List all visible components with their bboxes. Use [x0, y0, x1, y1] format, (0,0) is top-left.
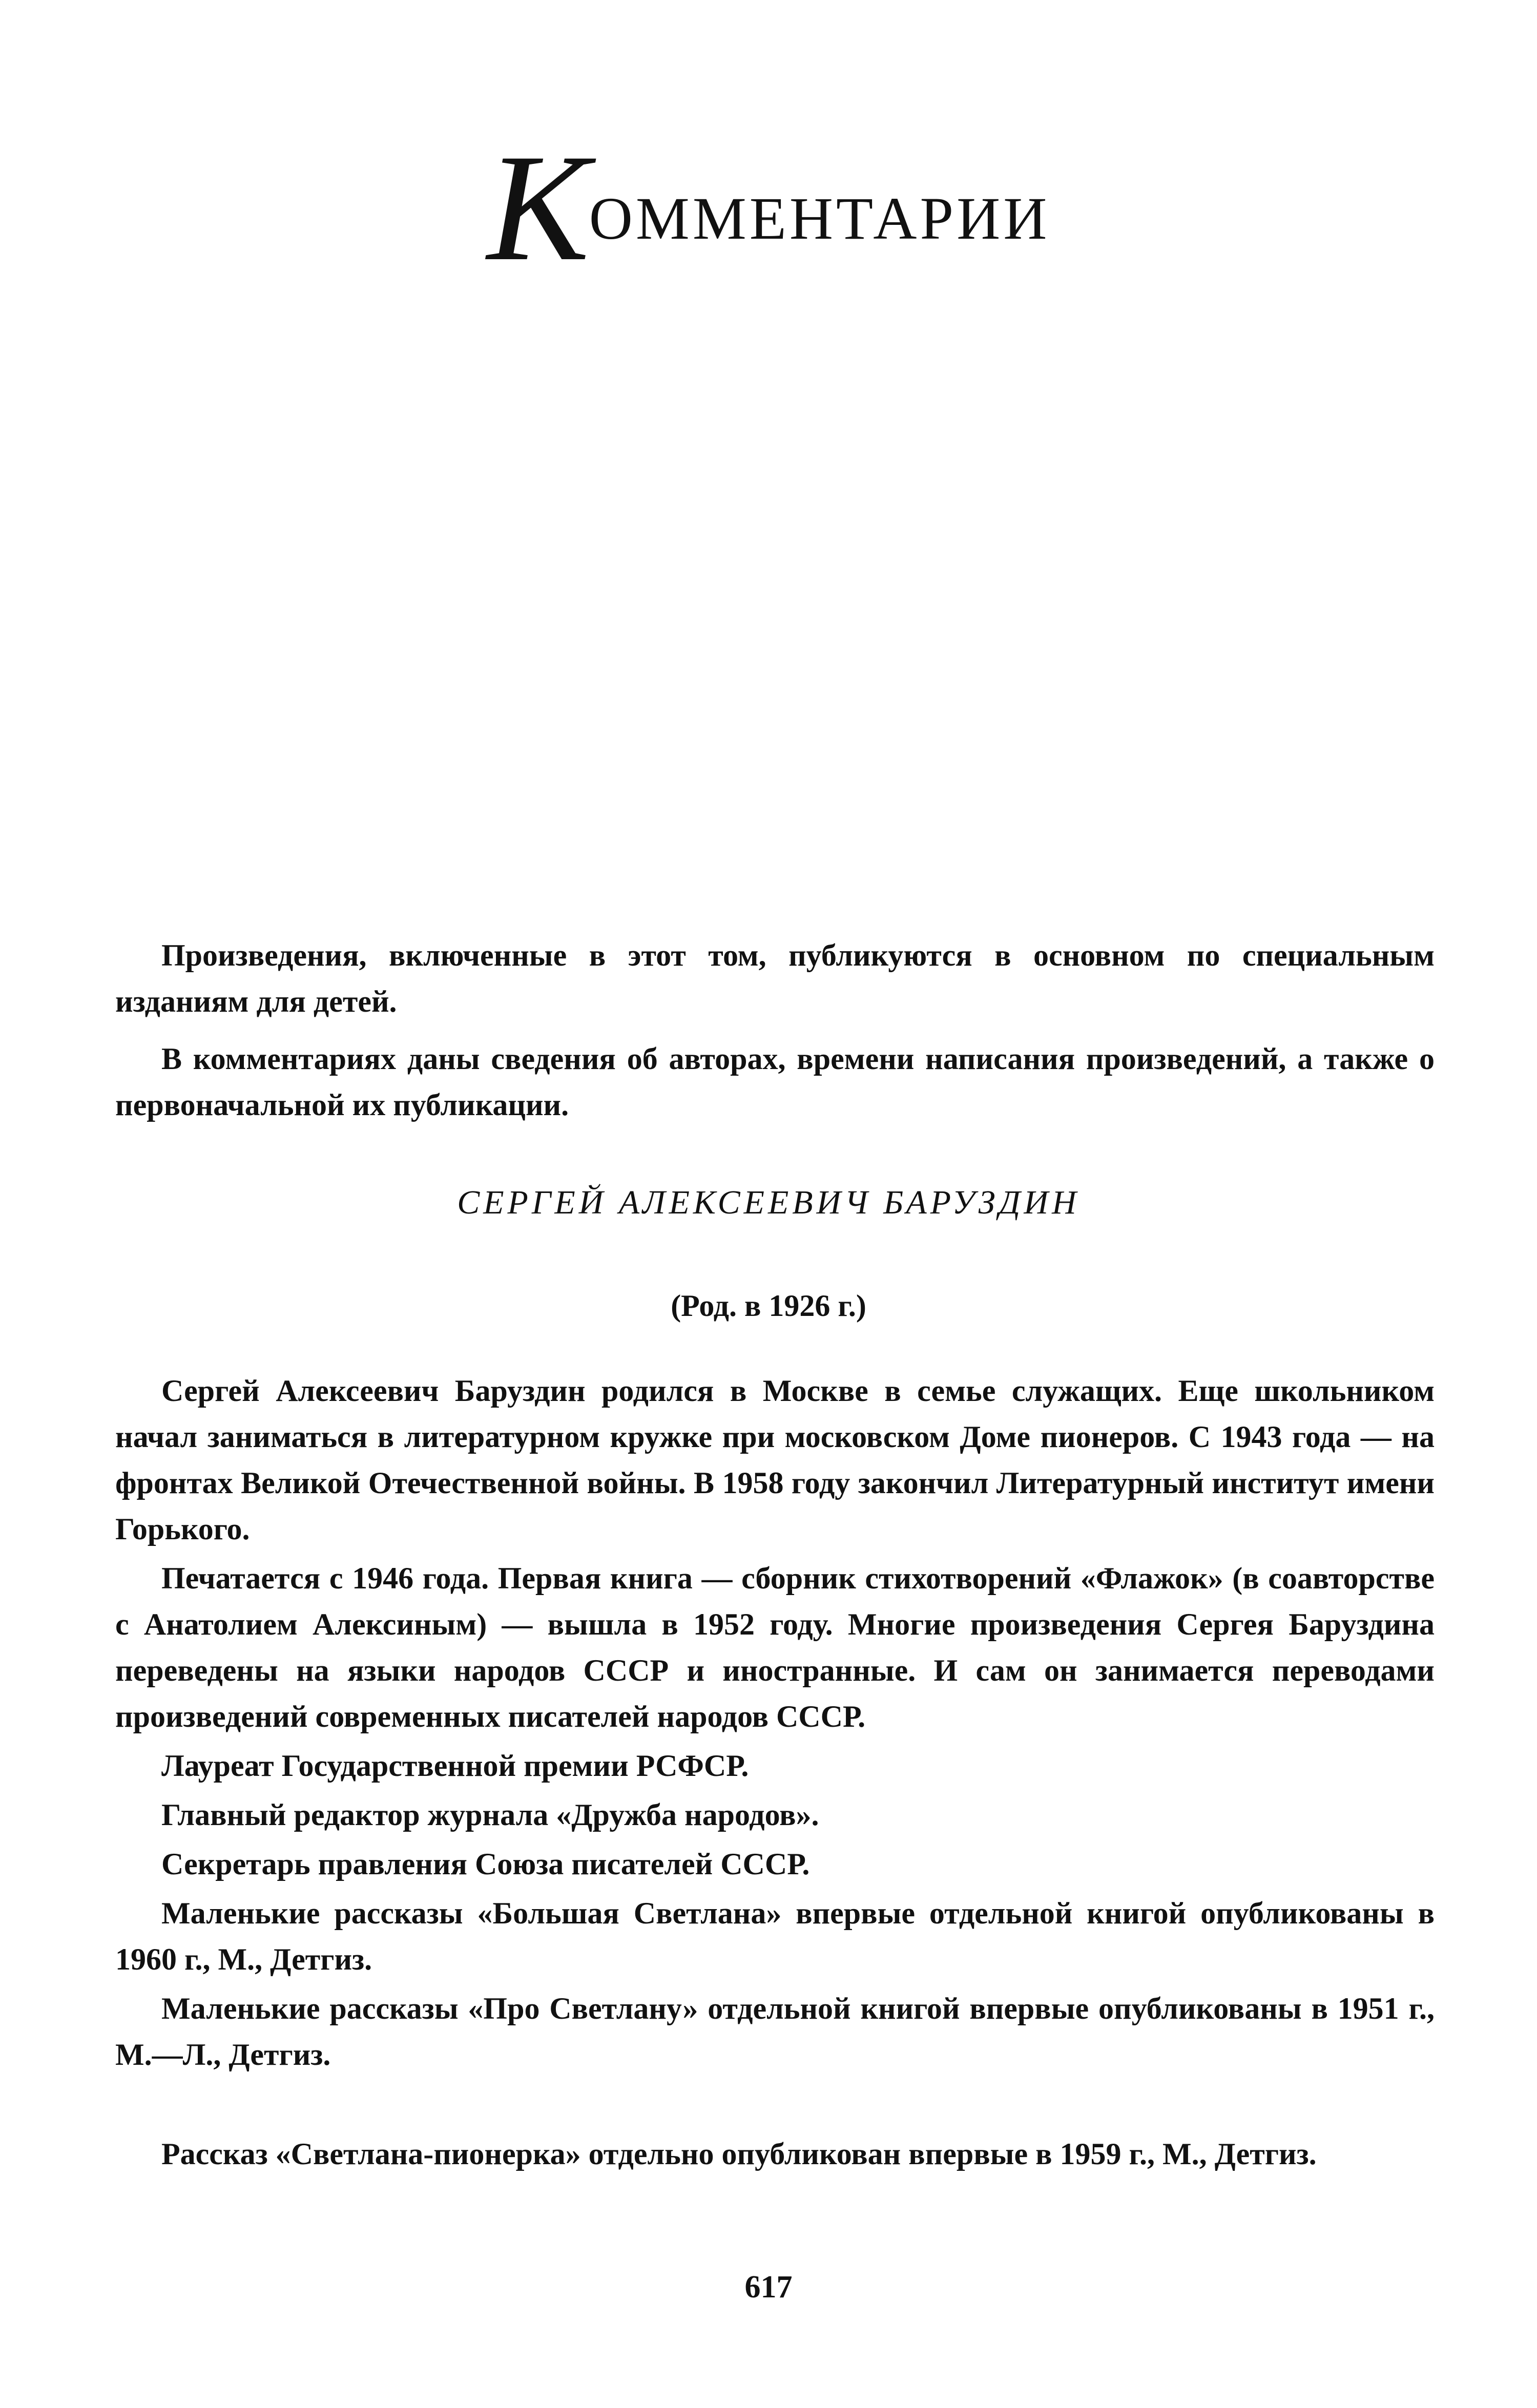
intro-paragraph: Произведения, включенные в этот том, публикуются в основном по специальным изданиям для детей.	[115, 938, 1435, 1018]
section-title-initial: К	[487, 122, 589, 292]
biography-paragraph: Маленькие рассказы «Большая Светлана» впервые отдельной книгой опубликованы в 1960 г., М., Детгиз.	[115, 1896, 1435, 1976]
biography-paragraph: Сергей Алексеевич Баруздин родился в Москве в семье служащих. Еще школьником начал заниматься в литературном кружке при московском Доме пионеров. С 1943 года — на фронтах Великой Отечественной войны. В 1958 году закончил Литературный институт имени Горького.	[115, 1374, 1435, 1546]
final-note	[115, 2131, 1435, 2177]
biography-paragraph: Лауреат Государственной премии РСФСР.	[161, 1749, 749, 1783]
biography-paragraph: Печатается с 1946 года. Первая книга — сборник стихотворений «Флажок» (в соавторстве с Анатолием Алексиным) — вышла в 1952 году. Многие произведения Сергея Баруздина переведены на языки народов СССР и иностранные. И сам он занимается переводами произведений современных писателей народов СССР.	[115, 1561, 1435, 1733]
page-number: 617	[744, 2270, 793, 2305]
intro-paragraph: В комментариях даны сведения об авторах, времени написания произведений, а также о первоначальной их публикации.	[115, 1042, 1435, 1122]
biography-paragraph: Главный редактор журнала «Дружба народов».	[161, 1798, 819, 1832]
intro-text	[115, 932, 1435, 1128]
section-title-rest: омментарии	[589, 162, 1050, 258]
author-years: (Род. в 1926 г.)	[671, 1289, 866, 1323]
section-title	[0, 122, 1537, 292]
biography-paragraph: Маленькие рассказы «Про Светлану» отдельной книгой впервые опубликованы в 1951 г., М.—Л., Детгиз.	[115, 1992, 1435, 2071]
final-note-paragraph: Рассказ «Светлана-пионерка» отдельно опубликован впервые в 1959 г., М., Детгиз.	[161, 2137, 1317, 2171]
biography-paragraph: Секретарь правления Союза писателей СССР.	[161, 1847, 810, 1881]
biography-text	[115, 1368, 1435, 2078]
author-name: СЕРГЕЙ АЛЕКСЕЕВИЧ БАРУЗДИН	[457, 1184, 1080, 1221]
